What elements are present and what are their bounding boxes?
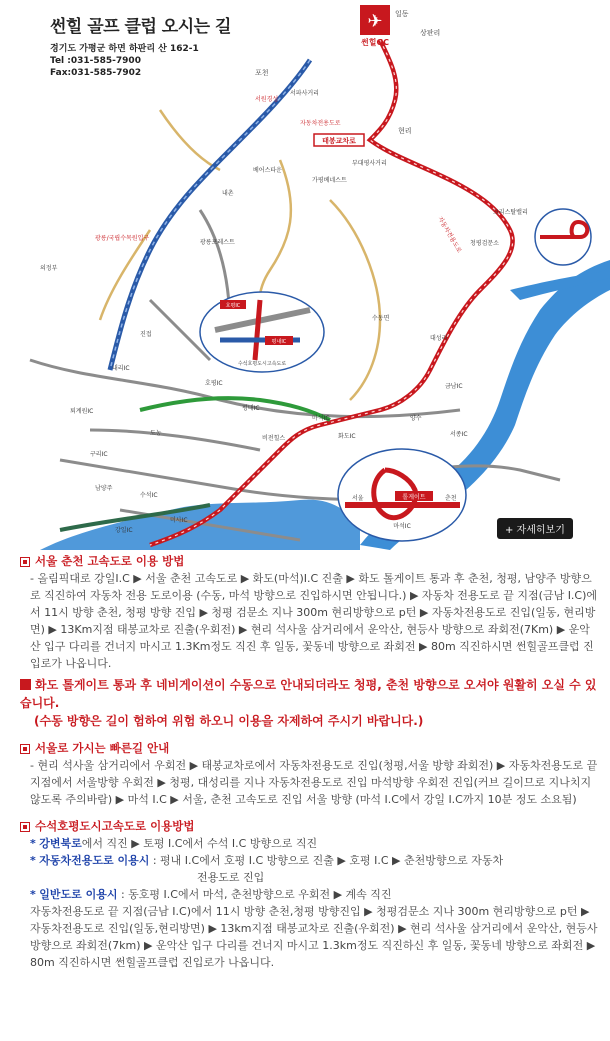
naechon-label: 내촌 <box>222 190 234 197</box>
taepyeong-label: 태봉교차로 <box>322 137 356 145</box>
item-text: : 평내 I.C에서 호평 I.C 방향으로 진출 ▶ 호평 I.C ▶ 춘천방향으로 자동차 <box>149 854 504 867</box>
christal-label: 크리스탈밸리 <box>493 209 528 216</box>
bullet-icon <box>20 822 30 832</box>
cheongpyeong-label: 청평검문소 <box>470 240 499 247</box>
gapyeong-label: 가평베네스트 <box>312 177 347 184</box>
item-label: 일반도로 이용시 <box>39 888 118 901</box>
inset-tollgate <box>338 449 466 541</box>
inset-pyeongnae-label: 평내IC <box>271 339 287 345</box>
yangsu-label: 양수 <box>410 415 422 422</box>
misari-label: 미사IC <box>170 517 188 524</box>
budaepyeong-label: 부대평사거리 <box>352 160 387 167</box>
sueseok-item-3-cont: 자동차전용도로 끝 지점(금남 I.C)에서 11시 방향 춘천,청평 방향진입 ▶ 청평검문소 지나 300m 현리방향으로 p턴 ▶ 자동차전용도로 진입(일동,현리방면) ▶ 13km지점 태봉교차로 진출(우회전) ▶ 현리 석사울 삼거리에서 운악산, 현등사 방향으로 좌회전(7km) ▶ 운악산 입구 다리를 건너지 마시고 1.3km정도 직진하신 후 일동, 꽃동네 방향으로 좌회전 ▶ 80m 직진하시면 썬힐골프클럽 진입로가 나옵니다. <box>30 905 598 969</box>
section-title-fast-route <box>20 740 600 757</box>
inset-tollgate-label: 톨게이트 <box>402 494 426 501</box>
view-detail-button[interactable]: + 자세히보기 <box>497 518 573 539</box>
bedatdae-label: 베어스타운 <box>253 167 282 174</box>
svg-text:✈: ✈ <box>367 11 383 32</box>
inset-hopyeong-label: 호평IC <box>225 303 241 309</box>
donong-label: 도농 <box>150 430 162 437</box>
inset-masok-label: 마석IC <box>393 523 411 530</box>
item-label: 강변북로 <box>39 837 82 850</box>
item-text: 에서 직진 ▶ 토평 I.C에서 수석 I.C 방향으로 직진 <box>81 837 318 850</box>
gangil-label: 강일IC <box>115 527 133 534</box>
item-text: : 동호평 I.C에서 마석, 춘천방향으로 우회전 ▶ 계속 직진 <box>117 888 392 901</box>
bullet-icon <box>20 557 30 567</box>
tel: Tel :031-585-7900 <box>50 56 141 66</box>
section-title-highway <box>20 553 600 570</box>
gwangreung-arb-label: 광릉/국립수목원입구 <box>95 235 150 242</box>
jinjeop-label: 진접 <box>140 331 152 338</box>
star-icon: * <box>30 854 36 867</box>
pocheon-label: 포천 <box>255 69 269 77</box>
section-body-fast-route: - 현리 석사울 삼거리에서 우회전 ▶ 태봉교차로에서 자동차전용도로 진입(청평,서울 방향 좌회전) ▶ 자동차전용도로 끝 지점에서 서울방향 우회전 ▶ 청평, 대성리를 지나 자동차전용도로 진입 마석방향 우회전 진입(커브 길이므로 지나치지 않도록 주의바람) ▶ 마석 I.C ▶ 서울, 춘천 고속도로 진입 서울 방향 (마석 I.C에서 강일 I.C까지 10분 정도 소요됨) <box>30 759 598 806</box>
namyangju-label: 남양주 <box>95 485 113 492</box>
geumnam-label: 금남IC <box>445 383 463 390</box>
star-icon: * <box>30 888 36 901</box>
sueseok-item-2 <box>30 852 600 869</box>
star-icon: * <box>30 837 36 850</box>
inset-seoul-label: 서울 <box>352 495 364 502</box>
inset-sucheon-label: 수석호평도시고속도로 <box>237 361 287 367</box>
masok-label: 마석IC <box>312 415 330 422</box>
warning-line-2: (수동 방향은 길이 험하여 위험 하오니 이용을 자제하여 주시기 바랍니다.) <box>34 714 424 728</box>
inset-chuncheon-label: 춘천 <box>445 495 457 502</box>
toegyewon-label: 퇴계원IC <box>70 408 94 415</box>
hyeonri-label: 현리 <box>398 127 412 135</box>
page-title: 썬힐 골프 클럽 오시는 길 <box>50 17 231 37</box>
section-title-text: 서울로 가시는 빠른길 안내 <box>35 741 170 755</box>
sueseok-item-2-cont: 전용도로 진입 <box>197 871 265 884</box>
directions <box>20 553 600 971</box>
sueseok-item-1 <box>30 835 600 852</box>
jadong-label-2: 자동차전용도로 <box>436 215 463 255</box>
seopa-label: 서파사거리 <box>290 90 319 97</box>
address: 경기도 가평군 하면 하판리 산 162-1 <box>50 44 199 54</box>
hwado-label: 화도IC <box>338 433 356 440</box>
daeseong-label: 대성리 <box>430 335 448 342</box>
sunhill-gc-label: 썬힐GC <box>361 38 389 47</box>
section-title-text: 서울 춘천 고속도로 이용 방법 <box>35 554 185 568</box>
section-title-sueseok <box>20 818 600 835</box>
sueseok-label: 수석IC <box>140 492 158 499</box>
bullet-icon <box>20 744 30 754</box>
item-label: 자동차전용도로 이용시 <box>39 854 150 867</box>
seojong-label: 서종IC <box>450 431 468 438</box>
map-header <box>50 12 231 79</box>
uijeongbu-label: 의정부 <box>40 265 58 272</box>
fax: Fax:031-585-7902 <box>50 68 142 78</box>
iron-label: 일동 <box>395 10 409 18</box>
warning-line-1: 화도 톨게이트 통과 후 네비게이션이 수동으로 안내되더라도 청평, 춘천 방향으로 오셔야 원활히 오실 수 있습니다. <box>20 678 597 710</box>
biseon-label: 비전힐스 <box>262 435 286 442</box>
warning-icon <box>20 679 31 690</box>
jadong-label: 자동차전용도로 <box>300 120 341 127</box>
gwangreung-label: 광릉포레스트 <box>200 239 235 246</box>
warning-block <box>20 676 600 730</box>
sudong-label: 수동면 <box>372 315 390 322</box>
sueseok-item-3 <box>30 886 600 903</box>
naerip-label: 내리IC <box>112 365 130 372</box>
section-title-text: 수석호평도시고속도로 이용방법 <box>35 819 195 833</box>
guri-label: 구리IC <box>90 451 108 458</box>
sangpanri-label: 상판리 <box>420 29 441 37</box>
sunhill-logo <box>360 5 390 35</box>
hopyeong-label: 호평IC <box>205 380 223 387</box>
seowon-label: 서원경성 <box>255 96 279 103</box>
inset-hopyeong <box>200 292 324 372</box>
section-body-highway: - 올림픽대로 강일I.C ▶ 서울 춘천 고속도로 ▶ 화도(마석)I.C 진출 ▶ 화도 톨게이트 통과 후 춘천, 청평, 남양주 방향으로 직진하여 자동차 전용 도로이용 (수동, 마석 방향으로 진입하시면 안됩니다.) ▶ 자동차 전용도로 끝 지점(금남 I.C)에서 11시 방향 춘천, 청평 방향 진입 ▶ 청평 검문소 지나 300m 현리방향으로 p턴 ▶ 자동차전용도로 진입(일동, 현리방면) ▶ 13Km지점 태봉교차로 진출(우회전) ▶ 현리 석사울 삼거리에서 운악산, 현등사 방향으로 좌회전(7Km) ▶ 운악산 입구 다리를 건너지 마시고 1.3Km정도 직진 후 일동, 꽃동네 방향으로 좌회전 ▶ 80m 직진하시면 썬힐골프클럽 진입로가 나옵니다. <box>30 572 598 670</box>
pyeongnae-label: 평내IC <box>242 405 260 412</box>
